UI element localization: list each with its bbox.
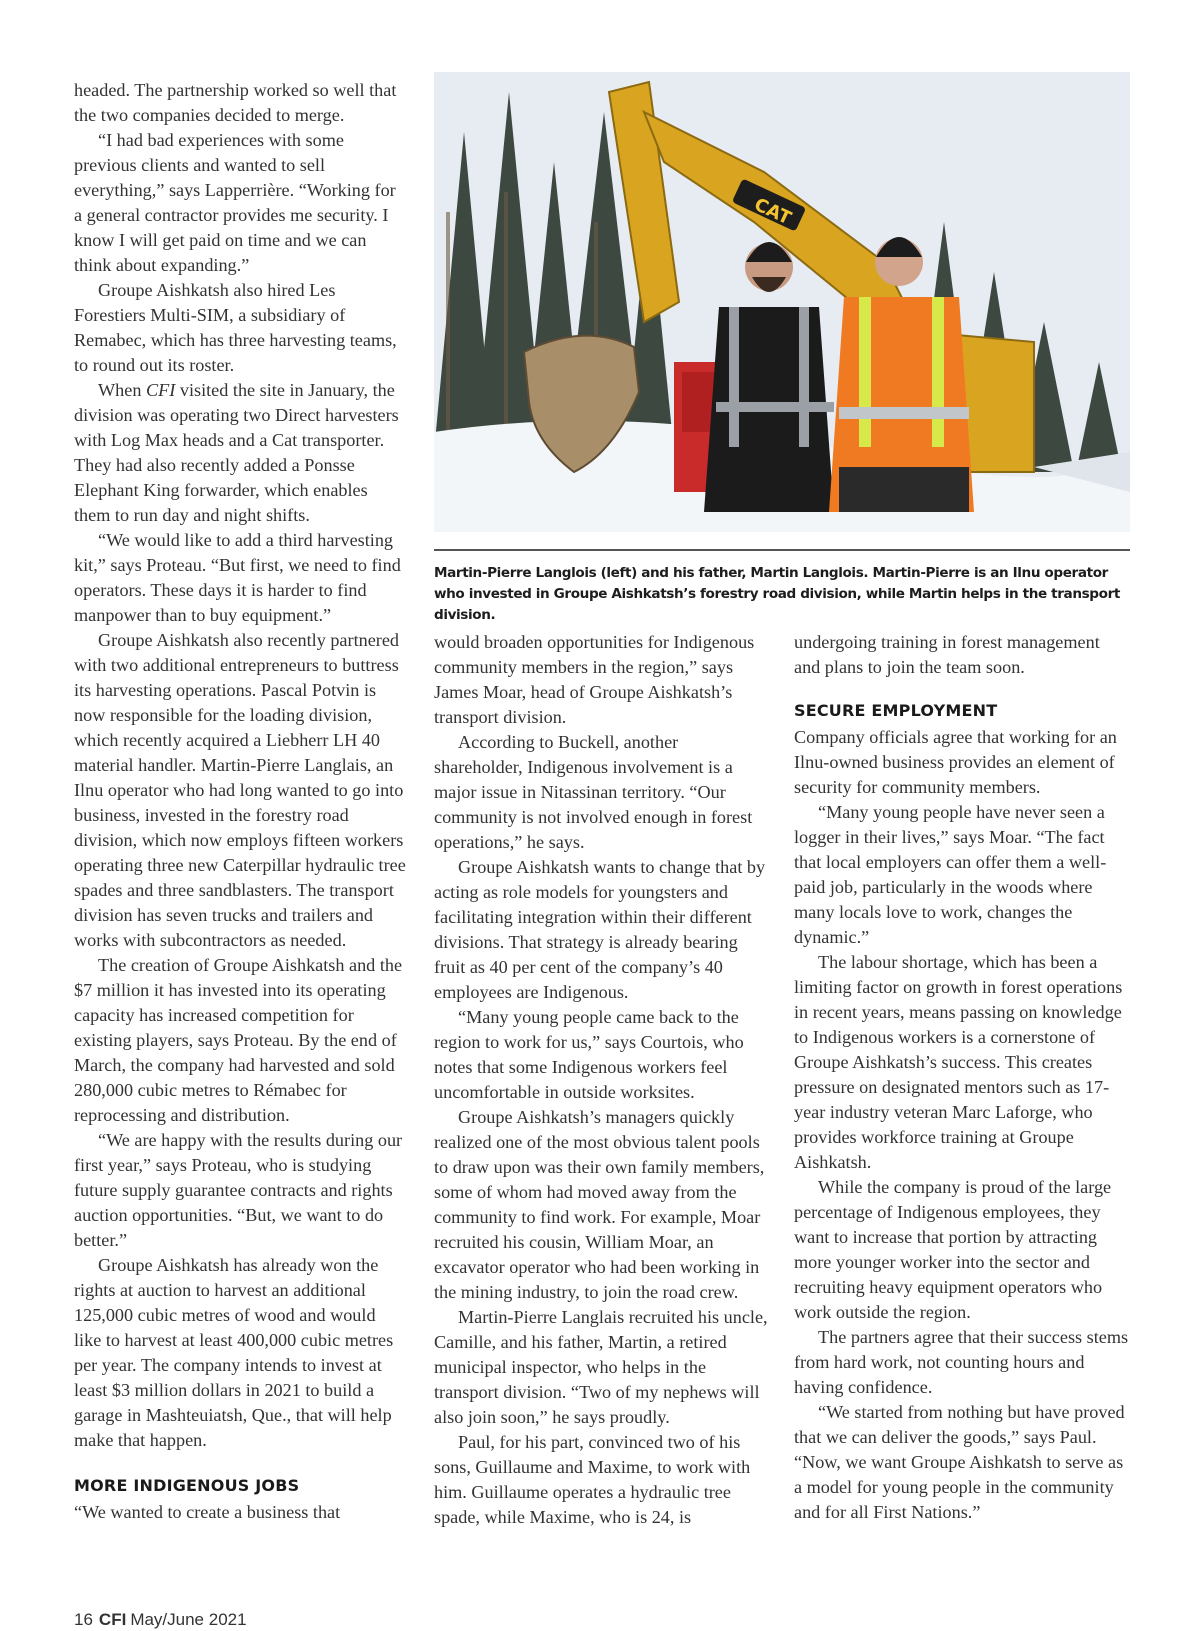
cat-logo: CAT <box>750 194 795 230</box>
issue-date: May/June 2021 <box>130 1610 247 1629</box>
section-heading: MORE INDIGENOUS JOBS <box>74 1476 300 1495</box>
paragraph <box>74 378 406 528</box>
text-run: When <box>98 380 146 400</box>
article-column-2 <box>434 630 770 1530</box>
photo-caption: Martin-Pierre Langlois (left) and his father, Martin Langlois. Martin-Pierre is an Ilnu operator who invested in Groupe Aishkatsh’s forestry road division, while Martin helps in the transport division. <box>434 565 1120 623</box>
paragraph: “We are happy with the results during our first year,” says Proteau, who is studying future supply guarantee contracts and rights auction opportunities. “But, we want to do better.” <box>74 1130 403 1250</box>
paragraph: “We started from nothing but have proved that we can deliver the goods,” says Paul. “Now, we want Groupe Aishkatsh to serve as a model for young people in the community and for all First Nations.” <box>794 1402 1125 1522</box>
caption-rule <box>434 549 1130 551</box>
paragraph: Groupe Aishkatsh also recently partnered with two additional entrepreneurs to buttress its harvesting operations. Pascal Potvin is now responsible for the loading division, which recently acquired a Liebherr LH 40 material handler. Martin-Pierre Langlais, an Ilnu operator who had long wanted to go into business, invested in the forestry road division, which now employs fifteen workers operating three new Caterpillar hydraulic tree spades and three sandblasters. The transport division has seven trucks and trailers and works with subcontractors as needed. <box>74 630 406 950</box>
paragraph: “I had bad experiences with some previous clients and wanted to sell everything,” says Lapperrière. “Working for a general contractor provides me security. I know I will get paid on time and we can think about expanding.” <box>74 130 396 275</box>
paragraph: Martin-Pierre Langlais recruited his uncle, Camille, and his father, Martin, a retired municipal inspector, who helps in the transport division. “Two of my nephews will also join soon,” he says proudly. <box>434 1307 768 1427</box>
article-column-3 <box>794 630 1130 1525</box>
paragraph: headed. The partnership worked so well that the two companies decided to merge. <box>74 80 397 125</box>
paragraph: According to Buckell, another shareholder, Indigenous involvement is a major issue in Nitassinan territory. “Our community is not involved enough in forest operations,” he says. <box>434 732 753 852</box>
paragraph: Groupe Aishkatsh has already won the rights at auction to harvest an additional 125,000 cubic metres of wood and would like to harvest at least 400,000 cubic metres per year. The company intends to invest at least $3 million dollars in 2021 to build a garage in Mashteuiatsh, Que., that will help make that happen. <box>74 1255 394 1450</box>
paragraph: Paul, for his part, convinced two of his sons, Guillaume and Maxime, to work with him. Guillaume operates a hydraulic tree spade, while Maxime, who is 24, is <box>434 1432 751 1527</box>
paragraph: Groupe Aishkatsh’s managers quickly realized one of the most obvious talent pools to draw upon was their own family members, some of whom had moved away from the community to find work. For example, Moar recruited his cousin, William Moar, an excavator operator who had been working in the mining industry, to join the road crew. <box>434 1107 765 1302</box>
paragraph: would broaden opportunities for Indigenous community members in the region,” says James Moar, head of Groupe Aishkatsh’s transport division. <box>434 632 755 727</box>
paragraph: “Many young people have never seen a logger in their lives,” says Moar. “The fact that local employers can offer them a well-paid job, particularly in the woods where many locals love to work, changes the dynamic.” <box>794 802 1107 947</box>
paragraph: Groupe Aishkatsh also hired Les Forestiers Multi-SIM, a subsidiary of Remabec, which has three harvesting teams, to round out its roster. <box>74 280 397 375</box>
paragraph: The partners agree that their success stems from hard work, not counting hours and having confidence. <box>794 1327 1129 1397</box>
section-heading: SECURE EMPLOYMENT <box>794 701 998 720</box>
paragraph: Groupe Aishkatsh wants to change that by acting as role models for youngsters and facilitating integration within their different divisions. That strategy is already bearing fruit as 40 per cent of the company’s 40 employees are Indigenous. <box>434 857 766 1002</box>
page-number: 16 <box>74 1610 93 1629</box>
magazine-name: CFI <box>98 1610 127 1629</box>
article-photo <box>434 72 1130 532</box>
paragraph: Company officials agree that working for an Ilnu-owned business provides an element of security for community members. <box>794 727 1117 797</box>
text-run: visited the site in January, the division was operating two Direct harvesters with Log Max heads and a Cat transporter. They had also recently added a Ponsse Elephant King forwarder, which enables them to run day and night shifts. <box>74 380 399 525</box>
page-footer <box>74 1610 247 1630</box>
magazine-name-italic: CFI <box>145 380 176 400</box>
paragraph: “We would like to add a third harvesting kit,” says Proteau. “But first, we need to find operators. These days it is harder to find manpower than to buy equipment.” <box>74 530 401 625</box>
paragraph: The labour shortage, which has been a limiting factor on growth in forest operations in recent years, means passing on knowledge to Indigenous workers is a cornerstone of Groupe Aishkatsh’s success. This creates pressure on designated mentors such as 17-year industry veteran Marc Laforge, who provides workforce training at Groupe Aishkatsh. <box>794 952 1123 1172</box>
article-column-1 <box>74 78 406 1525</box>
paragraph: undergoing training in forest management and plans to join the team soon. <box>794 632 1100 677</box>
paragraph: The creation of Groupe Aishkatsh and the $7 million it has invested into its operating capacity has increased competition for existing players, says Proteau. By the end of March, the company had harvested and sold 280,000 cubic metres to Rémabec for reprocessing and distribution. <box>74 955 403 1125</box>
paragraph: “Many young people came back to the region to work for us,” says Courtois, who notes that some Indigenous workers feel uncomfortable in outside worksites. <box>434 1007 744 1102</box>
paragraph: While the company is proud of the large percentage of Indigenous employees, they want to increase that portion by attracting more younger worker into the sector and recruiting heavy equipment operators who work outside the region. <box>794 1177 1112 1322</box>
paragraph: “We wanted to create a business that <box>74 1502 341 1522</box>
